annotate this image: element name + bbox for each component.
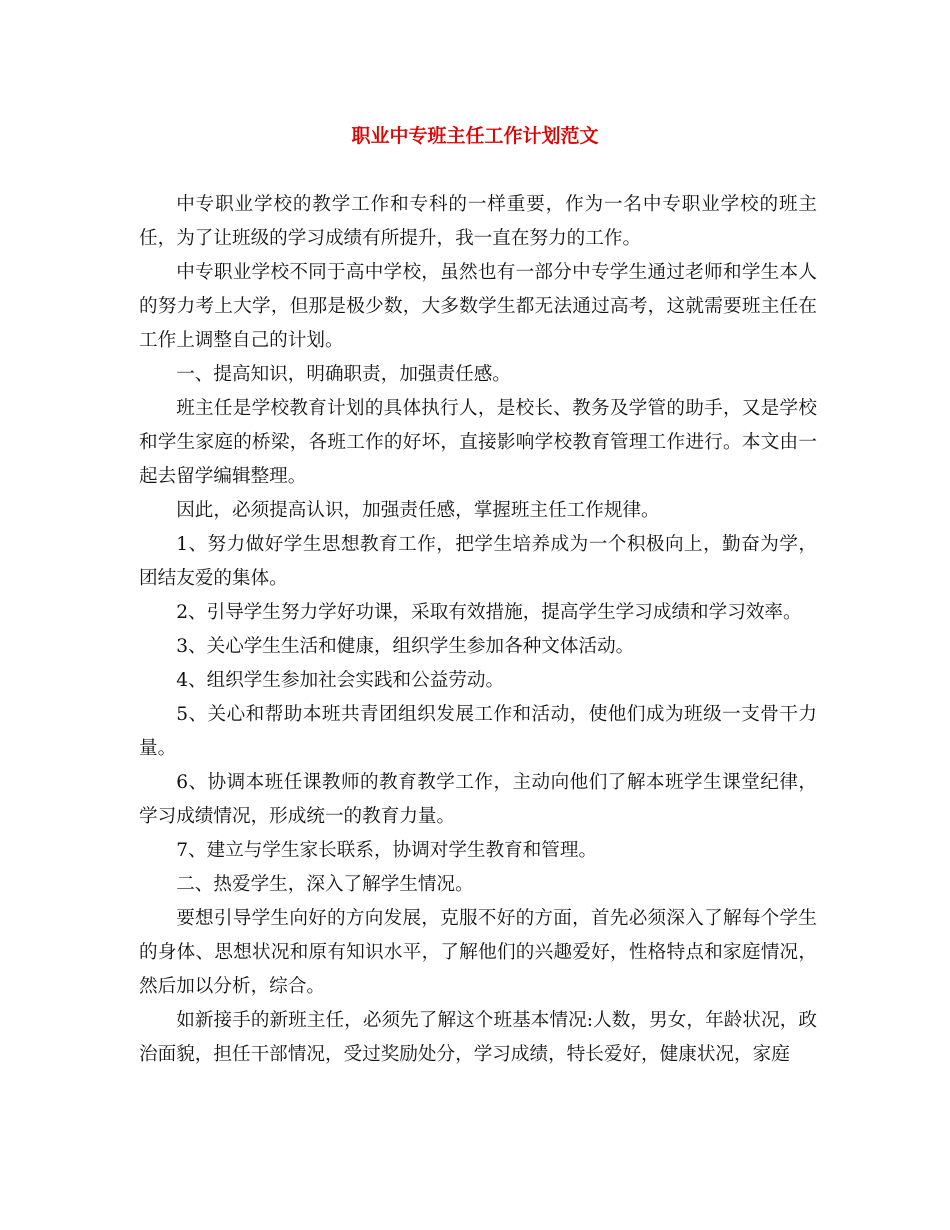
list-item: 4、组织学生参加社会实践和公益劳动。 bbox=[176, 670, 505, 691]
section-heading: 二、热爱学生，深入了解学生情况。 bbox=[176, 874, 474, 895]
paragraph: 中专职业学校的教学工作和专科的一样重要，作为一名中专职业学校的班主任，为了让班级的学习成绩有所提升，我一直在努力的工作。 bbox=[139, 194, 817, 249]
paragraph: 中专职业学校不同于高中学校，虽然也有一部分中专学生通过老师和学生本人的努力考上大学，但那是极少数，大多数学生都无法通过高考，这就需要班主任在工作上调整自己的计划。 bbox=[139, 262, 817, 351]
list-item: 1、努力做好学生思想教育工作，把学生培养成为一个积极向上，勤奋为学，团结友爱的集体。 bbox=[139, 534, 817, 589]
list-item: 5、关心和帮助本班共青团组织发展工作和活动，使他们成为班级一支骨干力量。 bbox=[139, 704, 817, 759]
list-item: 3、关心学生生活和健康，组织学生参加各种文体活动。 bbox=[176, 636, 635, 657]
list-item: 6、协调本班任课教师的教育教学工作，主动向他们了解本班学生课堂纪律，学习成绩情况，形成统一的教育力量。 bbox=[139, 772, 817, 827]
paragraph: 要想引导学生向好的方向发展，克服不好的方面，首先必须深入了解每个学生的身体、思想状况和原有知识水平，了解他们的兴趣爱好，性格特点和家庭情况，然后加以分析，综合。 bbox=[139, 908, 817, 997]
list-item: 2、引导学生努力学好功课，采取有效措施，提高学生学习成绩和学习效率。 bbox=[176, 602, 802, 623]
paragraph: 因此，必须提高认识，加强责任感，掌握班主任工作规律。 bbox=[176, 500, 660, 521]
section-heading: 一、提高知识，明确职责，加强责任感。 bbox=[176, 364, 511, 385]
paragraph: 如新接手的新班主任，必须先了解这个班基本情况:人数，男女，年龄状况，政治面貌，担任干部情况，受过奖励处分，学习成绩，特长爱好，健康状况，家庭 bbox=[139, 1010, 817, 1065]
document-title: 职业中专班主任工作计划范文 bbox=[351, 125, 599, 147]
list-item: 7、建立与学生家长联系，协调对学生教育和管理。 bbox=[176, 840, 598, 861]
document-body bbox=[139, 188, 817, 1072]
paragraph: 班主任是学校教育计划的具体执行人，是校长、教务及学管的助手，又是学校和学生家庭的桥梁，各班工作的好坏，直接影响学校教育管理工作进行。本文由一起去留学编辑整理。 bbox=[139, 398, 817, 487]
